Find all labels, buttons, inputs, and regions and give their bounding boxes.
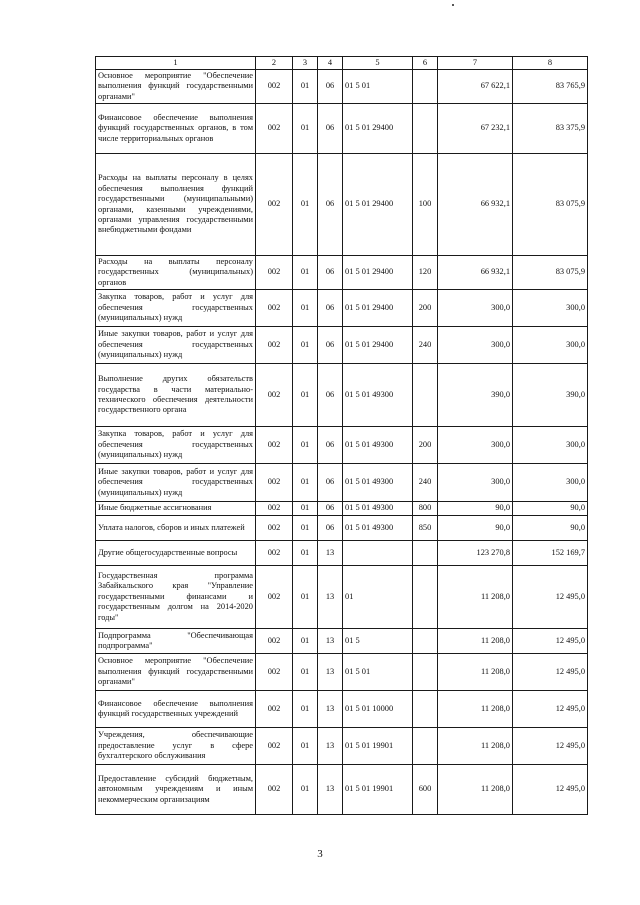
ministry-code: 002 [256, 765, 293, 815]
item-name: Финансовое обеспечение выполнения функций государственных учреждений [96, 691, 256, 728]
section-code: 01 [293, 728, 318, 765]
column-header: 1 [96, 57, 256, 70]
page-number: 3 [317, 848, 323, 860]
expense-type-code: 100 [413, 154, 438, 256]
expense-type-code [413, 541, 438, 566]
target-article-code: 01 5 [343, 629, 413, 654]
item-name: Иные бюджетные ассигнования [96, 502, 256, 516]
item-name: Учреждения, обеспечивающие предоставление услуг в сфере бухгалтерского обслуживания [96, 728, 256, 765]
budget-table [95, 56, 588, 815]
section-code: 01 [293, 691, 318, 728]
section-code: 01 [293, 629, 318, 654]
section-code: 01 [293, 327, 318, 364]
amount-col-7: 66 932,1 [438, 154, 513, 256]
expense-type-code: 850 [413, 516, 438, 541]
column-header: 4 [318, 57, 343, 70]
ministry-code: 002 [256, 256, 293, 290]
ministry-code: 002 [256, 290, 293, 327]
amount-col-8: 83 075,9 [513, 154, 588, 256]
expense-type-code [413, 728, 438, 765]
amount-col-7: 300,0 [438, 290, 513, 327]
expense-type-code [413, 654, 438, 691]
amount-col-8: 152 169,7 [513, 541, 588, 566]
amount-col-8: 300,0 [513, 464, 588, 502]
amount-col-8: 90,0 [513, 516, 588, 541]
item-name: Уплата налогов, сборов и иных платежей [96, 516, 256, 541]
item-name: Финансовое обеспечение выполнения функций государственных органов, в том числе территориальных органов [96, 104, 256, 154]
target-article-code: 01 5 01 [343, 70, 413, 104]
ministry-code: 002 [256, 70, 293, 104]
subsection-code: 13 [318, 629, 343, 654]
subsection-code: 06 [318, 104, 343, 154]
target-article-code: 01 [343, 566, 413, 629]
item-name: Иные закупки товаров, работ и услуг для обеспечения государственных (муниципальных) нужд [96, 464, 256, 502]
ministry-code: 002 [256, 691, 293, 728]
column-header: 8 [513, 57, 588, 70]
amount-col-7: 11 208,0 [438, 654, 513, 691]
section-code: 01 [293, 104, 318, 154]
expense-type-code: 240 [413, 464, 438, 502]
expense-type-code [413, 70, 438, 104]
column-header: 5 [343, 57, 413, 70]
section-code: 01 [293, 502, 318, 516]
section-code: 01 [293, 364, 318, 427]
ministry-code: 002 [256, 541, 293, 566]
ministry-code: 002 [256, 654, 293, 691]
subsection-code: 13 [318, 654, 343, 691]
section-code: 01 [293, 290, 318, 327]
target-article-code: 01 5 01 49300 [343, 516, 413, 541]
amount-col-7: 300,0 [438, 427, 513, 464]
amount-col-8: 83 375,9 [513, 104, 588, 154]
target-article-code: 01 5 01 49300 [343, 502, 413, 516]
expense-type-code: 240 [413, 327, 438, 364]
amount-col-8: 300,0 [513, 327, 588, 364]
target-article-code: 01 5 01 [343, 654, 413, 691]
target-article-code [343, 541, 413, 566]
amount-col-7: 90,0 [438, 516, 513, 541]
table-row [96, 629, 588, 654]
table-row [96, 464, 588, 502]
section-code: 01 [293, 566, 318, 629]
subsection-code: 13 [318, 765, 343, 815]
amount-col-8: 12 495,0 [513, 728, 588, 765]
item-name: Иные закупки товаров, работ и услуг для обеспечения государственных (муниципальных) нужд [96, 327, 256, 364]
target-article-code: 01 5 01 19901 [343, 765, 413, 815]
expense-type-code: 800 [413, 502, 438, 516]
subsection-code: 06 [318, 154, 343, 256]
amount-col-8: 12 495,0 [513, 566, 588, 629]
amount-col-7: 11 208,0 [438, 566, 513, 629]
expense-type-code: 200 [413, 427, 438, 464]
amount-col-8: 12 495,0 [513, 654, 588, 691]
expense-type-code [413, 104, 438, 154]
section-code: 01 [293, 427, 318, 464]
column-header: 3 [293, 57, 318, 70]
subsection-code: 06 [318, 502, 343, 516]
amount-col-7: 67 232,1 [438, 104, 513, 154]
table-row [96, 154, 588, 256]
ministry-code: 002 [256, 364, 293, 427]
item-name: Подпрограмма "Обеспечивающая подпрограмма" [96, 629, 256, 654]
ministry-code: 002 [256, 327, 293, 364]
subsection-code: 06 [318, 364, 343, 427]
subsection-code: 13 [318, 566, 343, 629]
subsection-code: 06 [318, 427, 343, 464]
amount-col-8: 12 495,0 [513, 691, 588, 728]
section-code: 01 [293, 464, 318, 502]
table-row [96, 104, 588, 154]
expense-type-code: 200 [413, 290, 438, 327]
section-code: 01 [293, 154, 318, 256]
ministry-code: 002 [256, 516, 293, 541]
ministry-code: 002 [256, 566, 293, 629]
subsection-code: 13 [318, 541, 343, 566]
target-article-code: 01 5 01 29400 [343, 256, 413, 290]
ministry-code: 002 [256, 104, 293, 154]
table-row [96, 691, 588, 728]
amount-col-8: 83 075,9 [513, 256, 588, 290]
table-row [96, 765, 588, 815]
target-article-code: 01 5 01 49300 [343, 364, 413, 427]
subsection-code: 06 [318, 516, 343, 541]
target-article-code: 01 5 01 19901 [343, 728, 413, 765]
table-row [96, 427, 588, 464]
ministry-code: 002 [256, 629, 293, 654]
section-code: 01 [293, 516, 318, 541]
amount-col-8: 83 765,9 [513, 70, 588, 104]
amount-col-8: 390,0 [513, 364, 588, 427]
column-header: 2 [256, 57, 293, 70]
amount-col-8: 300,0 [513, 290, 588, 327]
item-name: Закупка товаров, работ и услуг для обеспечения государственных (муниципальных) нужд [96, 290, 256, 327]
expense-type-code [413, 364, 438, 427]
amount-col-8: 12 495,0 [513, 629, 588, 654]
item-name: Выполнение других обязательств государства в части материально-технического обеспечения деятельности государственного органа [96, 364, 256, 427]
expense-type-code: 600 [413, 765, 438, 815]
subsection-code: 13 [318, 728, 343, 765]
subsection-code: 06 [318, 464, 343, 502]
amount-col-8: 12 495,0 [513, 765, 588, 815]
section-code: 01 [293, 70, 318, 104]
amount-col-8: 90,0 [513, 502, 588, 516]
expense-type-code: 120 [413, 256, 438, 290]
amount-col-7: 90,0 [438, 502, 513, 516]
section-code: 01 [293, 541, 318, 566]
table-row [96, 654, 588, 691]
subsection-code: 06 [318, 290, 343, 327]
amount-col-7: 67 622,1 [438, 70, 513, 104]
subsection-code: 13 [318, 691, 343, 728]
column-header: 7 [438, 57, 513, 70]
table-row [96, 728, 588, 765]
item-name: Другие общегосударственные вопросы [96, 541, 256, 566]
target-article-code: 01 5 01 29400 [343, 290, 413, 327]
amount-col-7: 390,0 [438, 364, 513, 427]
table-row [96, 256, 588, 290]
item-name: Закупка товаров, работ и услуг для обеспечения государственных (муниципальных) нужд [96, 427, 256, 464]
ministry-code: 002 [256, 427, 293, 464]
amount-col-7: 300,0 [438, 464, 513, 502]
amount-col-7: 123 270,8 [438, 541, 513, 566]
expense-type-code [413, 629, 438, 654]
target-article-code: 01 5 01 29400 [343, 327, 413, 364]
amount-col-7: 11 208,0 [438, 728, 513, 765]
table-row [96, 516, 588, 541]
table-row [96, 502, 588, 516]
amount-col-7: 11 208,0 [438, 765, 513, 815]
target-article-code: 01 5 01 29400 [343, 154, 413, 256]
target-article-code: 01 5 01 10000 [343, 691, 413, 728]
subsection-code: 06 [318, 256, 343, 290]
expense-type-code [413, 566, 438, 629]
section-code: 01 [293, 765, 318, 815]
amount-col-7: 11 208,0 [438, 691, 513, 728]
scan-speck [452, 4, 454, 6]
subsection-code: 06 [318, 70, 343, 104]
table-row [96, 327, 588, 364]
table-row [96, 290, 588, 327]
ministry-code: 002 [256, 464, 293, 502]
amount-col-8: 300,0 [513, 427, 588, 464]
item-name: Основное мероприятие "Обеспечение выполнения функций государственными органами" [96, 70, 256, 104]
item-name: Расходы на выплаты персоналу государственных (муниципальных) органов [96, 256, 256, 290]
header-row [96, 57, 588, 70]
ministry-code: 002 [256, 728, 293, 765]
column-header: 6 [413, 57, 438, 70]
amount-col-7: 66 932,1 [438, 256, 513, 290]
item-name: Государственная программа Забайкальского края "Управление государственными финансами и государственным долгом на 2014-2020 годы" [96, 566, 256, 629]
expense-type-code [413, 691, 438, 728]
subsection-code: 06 [318, 327, 343, 364]
amount-col-7: 11 208,0 [438, 629, 513, 654]
target-article-code: 01 5 01 49300 [343, 427, 413, 464]
item-name: Расходы на выплаты персоналу в целях обеспечения выполнения функций государственными (муниципальными) органами, казенными учреждениями, органами управления государственными внебюджетными фондами [96, 154, 256, 256]
ministry-code: 002 [256, 154, 293, 256]
target-article-code: 01 5 01 49300 [343, 464, 413, 502]
section-code: 01 [293, 654, 318, 691]
table-row [96, 364, 588, 427]
target-article-code: 01 5 01 29400 [343, 104, 413, 154]
table-row [96, 566, 588, 629]
table-row [96, 541, 588, 566]
item-name: Основное мероприятие "Обеспечение выполнения функций государственными органами" [96, 654, 256, 691]
amount-col-7: 300,0 [438, 327, 513, 364]
ministry-code: 002 [256, 502, 293, 516]
table-row [96, 70, 588, 104]
section-code: 01 [293, 256, 318, 290]
item-name: Предоставление субсидий бюджетным, автономным учреждениям и иным некоммерческим организациям [96, 765, 256, 815]
